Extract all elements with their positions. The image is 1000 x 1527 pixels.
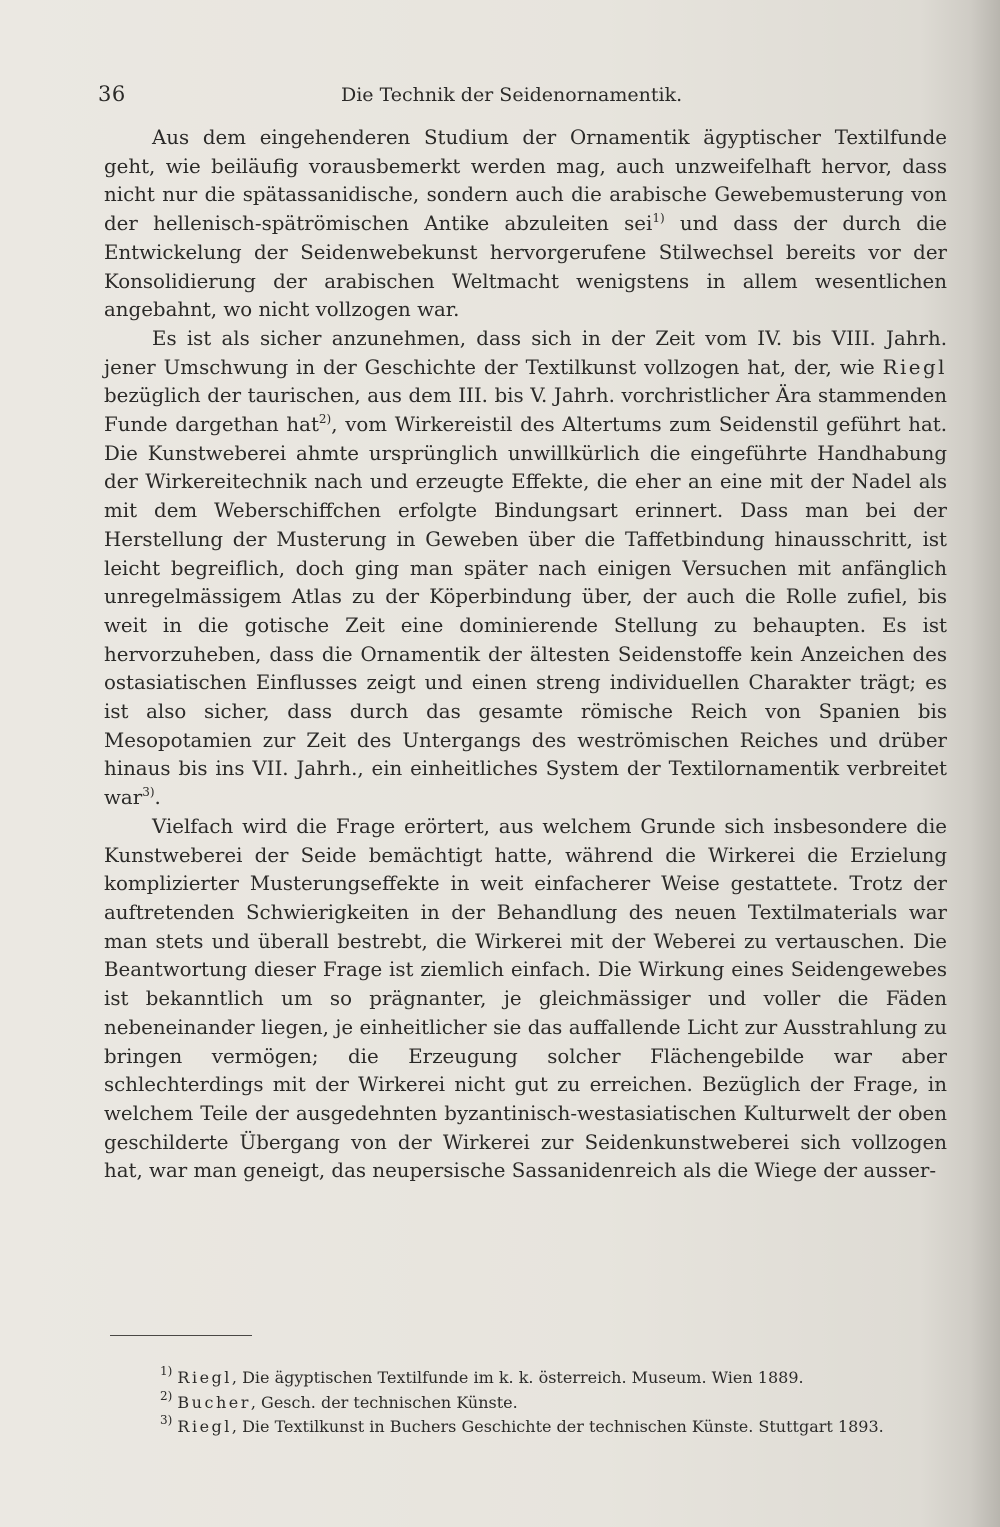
spaced-name: Bucher [177,1392,251,1412]
footnote-marker: 2) [318,412,332,427]
page-header [98,82,958,112]
spaced-name: Riegl [882,355,947,379]
text-run: und dass der durch die Entwickelung der Seidenwebekunst hervorgerufene Stilwechsel bereits vor der Konsolidierung der arabischen Weltmacht wenigstens in allem wesentlichen angebahnt, wo nicht vollzogen war. [104,212,947,322]
text-run: , Gesch. der technischen Künste. [250,1392,518,1412]
paragraph [104,124,947,325]
footnote [116,1388,952,1416]
paragraph [104,325,947,813]
text-run: , Die ägyptischen Textilfunde im k. k. österreich. Museum. Wien 1889. [231,1368,804,1387]
footnote-rule [110,1335,252,1336]
footnote-marker: 1) [652,211,665,226]
body-text [104,124,947,1186]
running-title: Die Technik der Seidenornamentik. [341,84,683,106]
spaced-name: Riegl [177,1417,232,1436]
spaced-name: Riegl [177,1368,232,1387]
footnote-marker: 3) [160,1413,173,1427]
text-run: Vielfach wird die Frage erörtert, aus welchem Grunde sich insbesondere die Kunstweberei der Seide bemächtigt hatte, während die Wirkerei die Erzielung komplizierter Musterungseffekte in weit einfacherer Weise gestattete. Trotz der auftretenden Schwierigkeiten in der Behandlung des neuen Textilmaterials war man stets und überall bestrebt, die Wirkerei mit der Weberei zu vertauschen. Die Beantwortung dieser Frage ist ziemlich einfach. Die Wirkung eines Seidengewebes ist bekanntlich um so prägnanter, je gleichmässiger und voller die Fäden nebeneinander liegen, je einheitlicher sie das auffallende Licht zur Ausstrahlung zu bringen vermögen; die Erzeugung solcher Flächengebilde war aber schlechterdings mit der Wirkerei nicht gut zu erreichen. Bezüglich der Frage, in welchem Teile der ausgedehnten byzantinisch-westasiatischen Kulturwelt der oben geschilderte Übergang von der Wirkerei zur Seidenkunstweberei sich vollzogen hat, war man geneigt, das neupersische Sassanidenreich als die Wiege der ausser- [104,814,947,1183]
page-number: 36 [98,82,126,106]
text-run: , Die Textilkunst in Buchers Geschichte der technischen Künste. Stuttgart 1893. [231,1417,884,1436]
text-run: , vom Wirkereistil des Altertums zum Seidenstil geführt hat. Die Kunstweberei ahmte ursprünglich unwillkürlich die eingeführte Handhabung der Wirkereitechnik nach und erzeugte Effekte, die eher an eine mit der Nadel als mit dem Weberschiffchen erfolgte Bindungsart erinnert. Dass man bei der Herstellung der Musterung in Geweben über die Taffetbindung hinausschritt, ist leicht begreiflich, doch ging man später nach einigen Versuchen mit anfänglich unregelmässigem Atlas zu der Köperbindung über, der auch die Rolle zufiel, bis weit in die gotische Zeit eine dominierende Stellung zu behaupten. Es ist hervorzuheben, dass die Ornamentik der ältesten Seidenstoffe kein Anzeichen des ostasiatischen Einflusses zeigt und einen streng individuellen Charakter trägt; es ist also sicher, dass durch das gesamte römische Reich von Spanien bis Mesopotamien zur Zeit des Untergangs des weströmischen Reiches und drüber hinaus bis ins VII. Jahrh., ein einheitliches System der Textilornamentik verbreitet war [104,413,947,810]
text-run: . [154,786,161,810]
paragraph [104,813,947,1186]
footnote-marker: 2) [160,1388,173,1403]
text-run: bezüglich der taurischen, aus dem III. bis V. Jahrh. vorchristlicher Ära stammenden Funde dargethan hat [104,384,947,437]
footnote [116,1366,952,1391]
text-run: Es ist als sicher anzunehmen, dass sich in der Zeit vom IV. bis VIII. Jahrh. jener Umschwung in der Geschichte der Textilkunst vollzogen hat, der, wie [104,326,947,379]
footnote-marker: 1) [160,1364,173,1378]
footnotes [116,1366,952,1440]
text-run: Aus dem eingehenderen Studium der Ornamentik ägyptischer Textilfunde geht, wie beiläufig vorausbemerkt werden mag, auch unzweifelhaft hervor, dass nicht nur die spätassanidische, sondern auch die arabische Gewebemusterung von der hellenisch-spätrömischen Antike abzuleiten sei [104,126,947,236]
footnote [116,1415,952,1440]
footnote-marker: 3) [142,785,155,800]
